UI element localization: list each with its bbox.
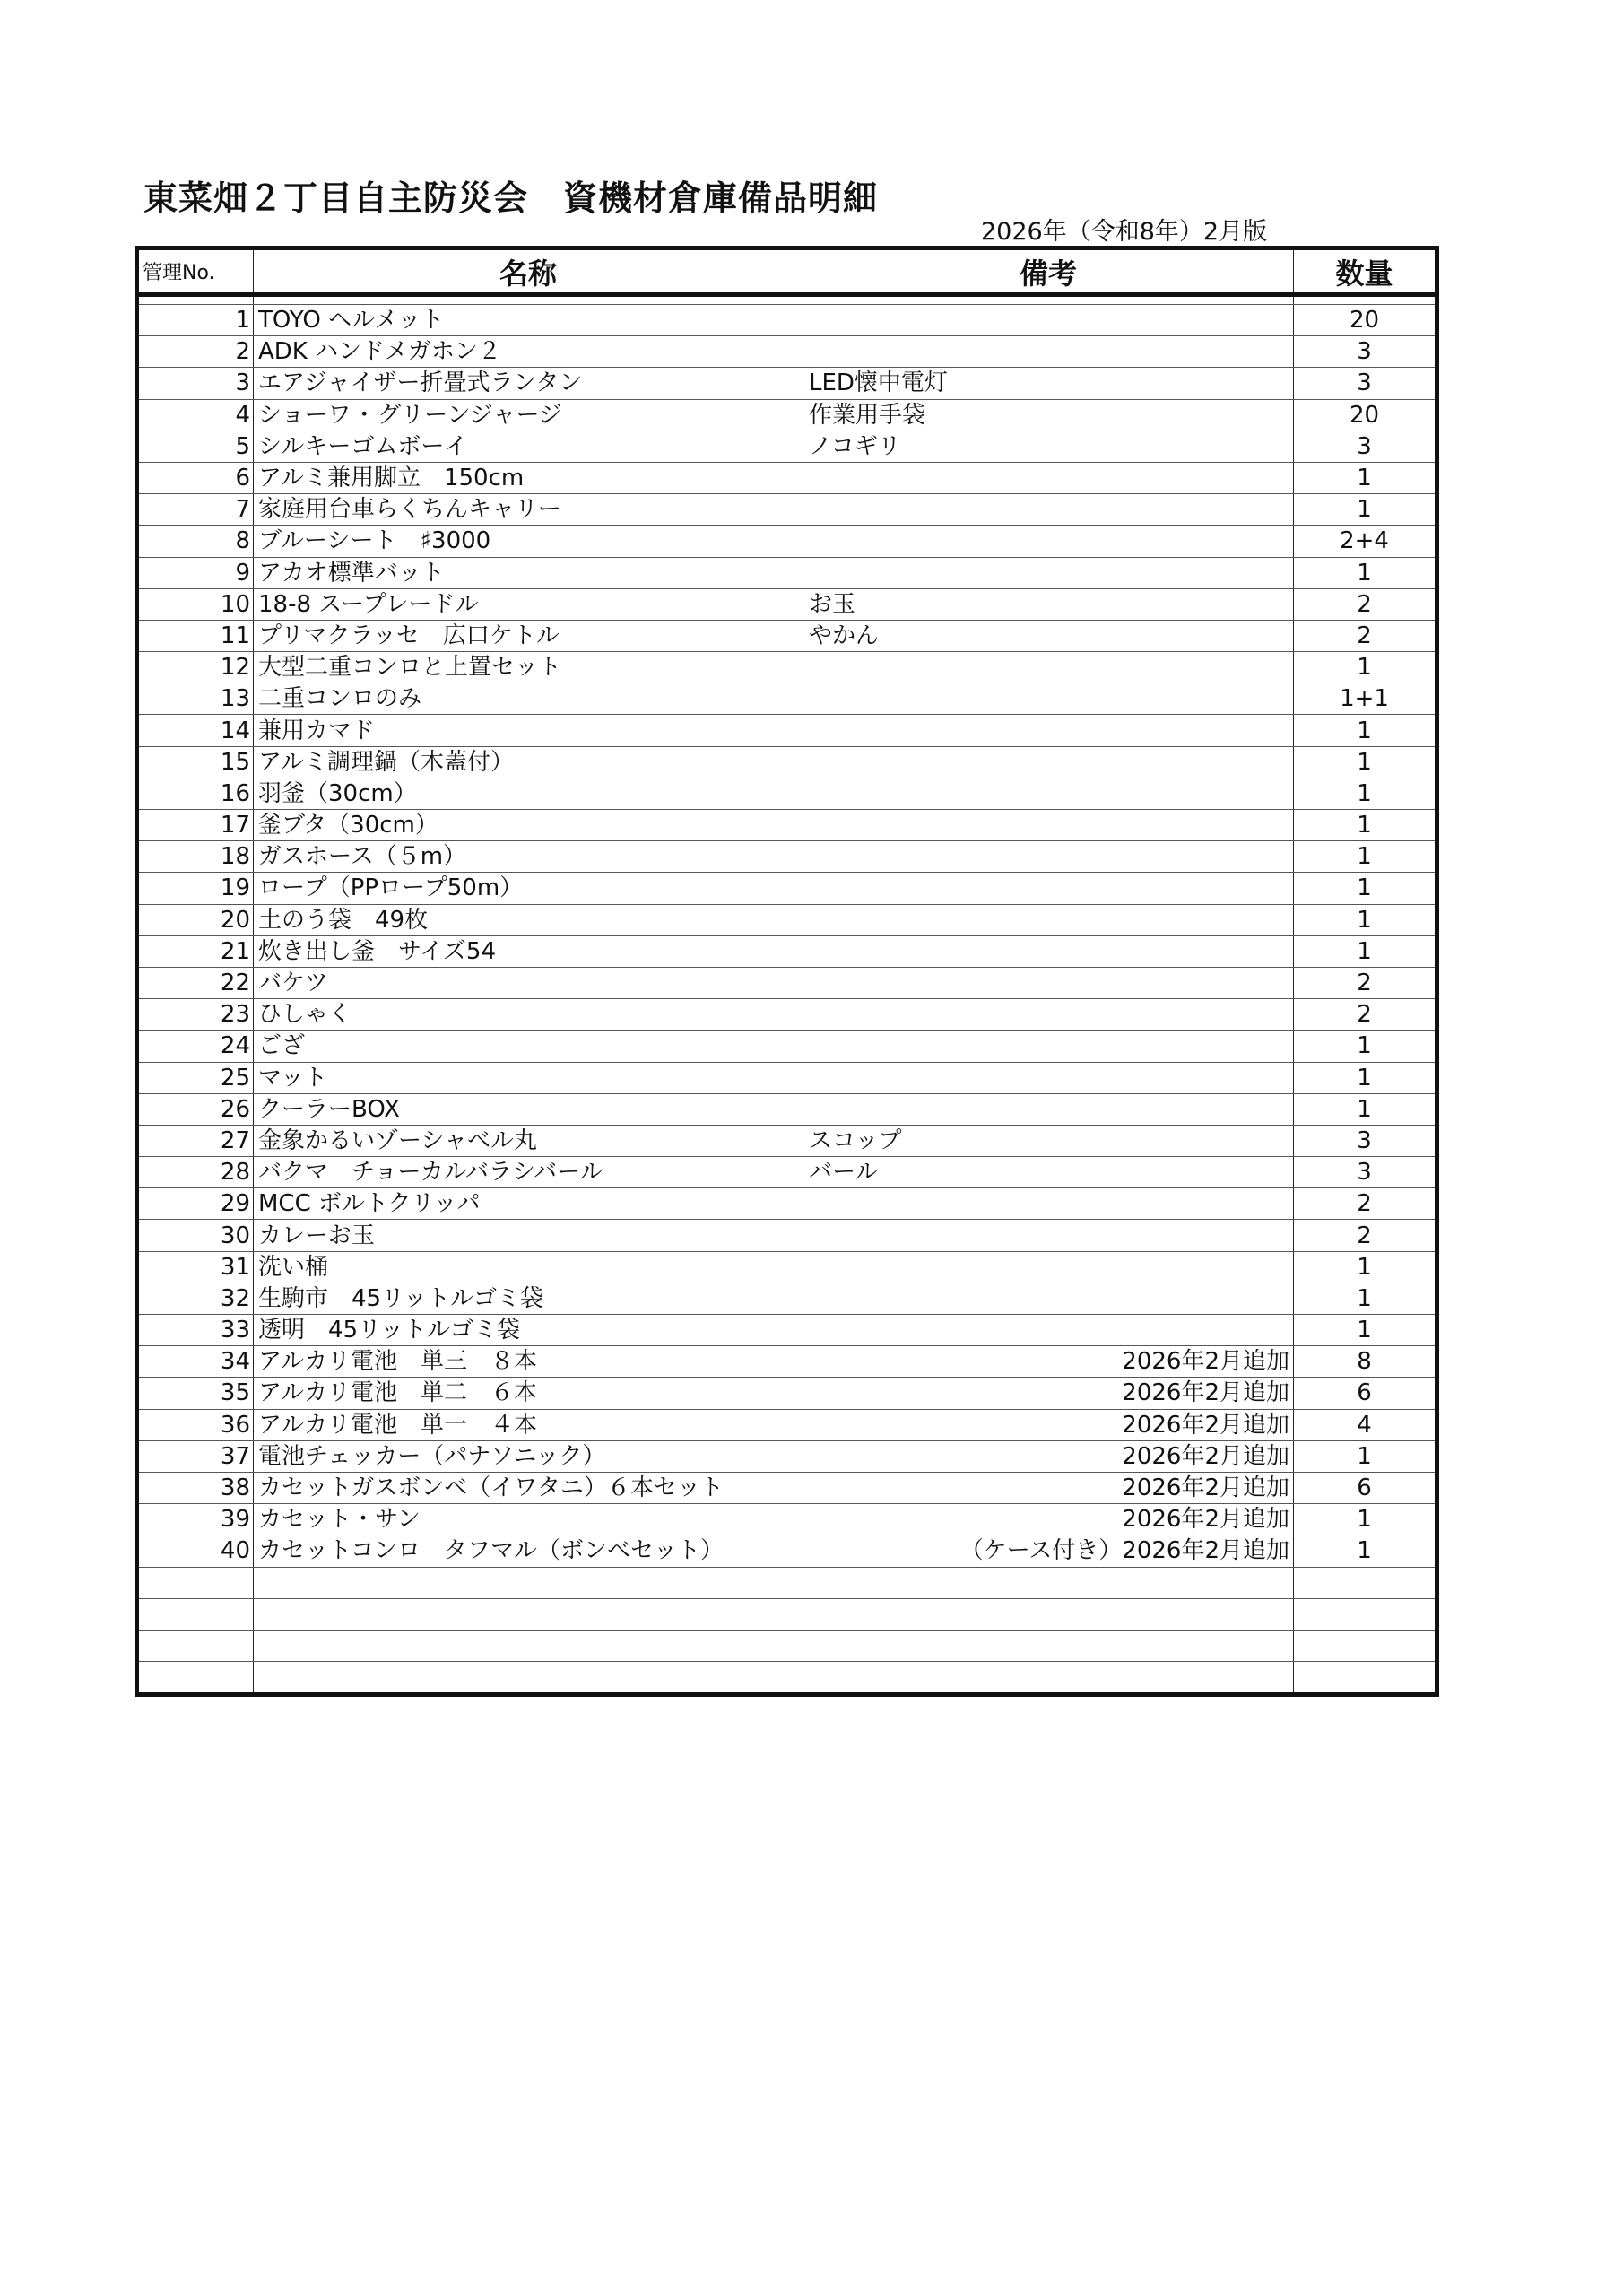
cell-name: 土のう袋 49枚 <box>254 904 803 935</box>
table-row <box>137 1440 1437 1472</box>
table-row <box>137 588 1437 620</box>
cell-name: 二重コンロのみ <box>254 683 803 715</box>
cell-note: ノコギリ <box>803 430 1294 462</box>
table-row <box>137 810 1437 841</box>
table-row <box>137 430 1437 462</box>
cell-qty: 1 <box>1294 1031 1437 1062</box>
table-row <box>137 305 1437 336</box>
cell-note <box>803 494 1294 526</box>
header-no: 管理No. <box>137 248 254 295</box>
cell-qty: 1 <box>1294 1315 1437 1346</box>
table-row <box>137 368 1437 399</box>
cell-note <box>803 746 1294 778</box>
cell-note <box>803 873 1294 904</box>
cell-qty: 2+4 <box>1294 526 1437 557</box>
cell-no: 13 <box>137 683 254 715</box>
cell-note <box>803 557 1294 588</box>
cell-note: 2026年2月追加 <box>803 1440 1294 1472</box>
cell-no: 36 <box>137 1409 254 1440</box>
cell-name: 透明 45リットルゴミ袋 <box>254 1315 803 1346</box>
cell-no: 12 <box>137 652 254 683</box>
cell-no: 1 <box>137 305 254 336</box>
cell-qty: 2 <box>1294 1220 1437 1251</box>
table-row <box>137 399 1437 430</box>
blank-row <box>137 1598 1437 1630</box>
cell-name: アカオ標準バット <box>254 557 803 588</box>
table-row <box>137 1378 1437 1409</box>
cell-no: 33 <box>137 1315 254 1346</box>
table-row <box>137 1093 1437 1125</box>
cell-no: 10 <box>137 588 254 620</box>
table-row <box>137 1220 1437 1251</box>
cell-note <box>803 1251 1294 1283</box>
cell-name: 洗い桶 <box>254 1251 803 1283</box>
table-row <box>137 1315 1437 1346</box>
table-row <box>137 652 1437 683</box>
spacer-row <box>137 295 1437 305</box>
cell-name: プリマクラッセ 広口ケトル <box>254 620 803 651</box>
cell-note: バール <box>803 1157 1294 1188</box>
cell-no: 32 <box>137 1283 254 1314</box>
cell-note <box>803 462 1294 493</box>
cell-name: クーラーBOX <box>254 1093 803 1125</box>
cell-no: 20 <box>137 904 254 935</box>
cell-qty: 1 <box>1294 873 1437 904</box>
cell-qty: 3 <box>1294 1157 1437 1188</box>
blank-cell <box>137 1598 254 1630</box>
cell-note: お玉 <box>803 588 1294 620</box>
cell-qty: 1 <box>1294 904 1437 935</box>
cell-qty: 20 <box>1294 305 1437 336</box>
blank-cell <box>1294 1567 1437 1598</box>
cell-no: 25 <box>137 1062 254 1093</box>
cell-name: アルカリ電池 単一 ４本 <box>254 1409 803 1440</box>
table-row <box>137 1251 1437 1283</box>
cell-note <box>803 810 1294 841</box>
table-row <box>137 999 1437 1031</box>
cell-qty: 2 <box>1294 620 1437 651</box>
cell-no: 21 <box>137 935 254 967</box>
cell-qty: 1+1 <box>1294 683 1437 715</box>
blank-cell <box>254 1662 803 1695</box>
cell-qty: 1 <box>1294 746 1437 778</box>
cell-note <box>803 683 1294 715</box>
cell-note: LED懐中電灯 <box>803 368 1294 399</box>
cell-note <box>803 1031 1294 1062</box>
blank-cell <box>1294 1630 1437 1661</box>
cell-no: 7 <box>137 494 254 526</box>
table-row <box>137 746 1437 778</box>
table-row <box>137 1535 1437 1567</box>
cell-name: ブルーシート ♯3000 <box>254 526 803 557</box>
cell-note <box>803 715 1294 746</box>
cell-name: ガスホース（５m） <box>254 841 803 873</box>
cell-note: 作業用手袋 <box>803 399 1294 430</box>
cell-note <box>803 1220 1294 1251</box>
cell-qty: 3 <box>1294 430 1437 462</box>
cell-name: カセット・サン <box>254 1504 803 1535</box>
cell-no: 30 <box>137 1220 254 1251</box>
cell-no: 9 <box>137 557 254 588</box>
spacer-cell <box>1294 295 1437 305</box>
table-row <box>137 620 1437 651</box>
cell-note <box>803 935 1294 967</box>
cell-no: 11 <box>137 620 254 651</box>
cell-name: ござ <box>254 1031 803 1062</box>
cell-name: カレーお玉 <box>254 1220 803 1251</box>
blank-cell <box>803 1598 1294 1630</box>
cell-name: バケツ <box>254 967 803 998</box>
header-qty: 数量 <box>1294 248 1437 295</box>
table-header-row <box>137 248 1437 295</box>
cell-note <box>803 778 1294 809</box>
cell-no: 23 <box>137 999 254 1031</box>
cell-no: 16 <box>137 778 254 809</box>
cell-qty: 6 <box>1294 1378 1437 1409</box>
blank-cell <box>254 1630 803 1661</box>
cell-no: 34 <box>137 1346 254 1378</box>
blank-row <box>137 1662 1437 1695</box>
table-row <box>137 557 1437 588</box>
table-row <box>137 841 1437 873</box>
cell-no: 35 <box>137 1378 254 1409</box>
cell-note <box>803 841 1294 873</box>
cell-no: 18 <box>137 841 254 873</box>
cell-qty: 3 <box>1294 336 1437 368</box>
cell-note <box>803 1062 1294 1093</box>
cell-name: 釜ブタ（30cm） <box>254 810 803 841</box>
cell-note <box>803 999 1294 1031</box>
cell-no: 39 <box>137 1504 254 1535</box>
cell-no: 3 <box>137 368 254 399</box>
cell-name: 兼用カマド <box>254 715 803 746</box>
edition-label: 2026年（令和8年）2月版 <box>981 218 1268 246</box>
cell-qty: 2 <box>1294 588 1437 620</box>
cell-note: やかん <box>803 620 1294 651</box>
table-row <box>137 904 1437 935</box>
cell-name: 生駒市 45リットルゴミ袋 <box>254 1283 803 1314</box>
cell-qty: 8 <box>1294 1346 1437 1378</box>
header-name: 名称 <box>254 248 803 295</box>
cell-no: 14 <box>137 715 254 746</box>
table-row <box>137 683 1437 715</box>
cell-qty: 2 <box>1294 1188 1437 1220</box>
table-row <box>137 1125 1437 1156</box>
cell-note <box>803 652 1294 683</box>
table-row <box>137 526 1437 557</box>
cell-no: 8 <box>137 526 254 557</box>
table-row <box>137 715 1437 746</box>
blank-cell <box>254 1598 803 1630</box>
cell-note: 2026年2月追加 <box>803 1378 1294 1409</box>
cell-qty: 6 <box>1294 1472 1437 1503</box>
table-body <box>137 295 1437 1695</box>
cell-qty: 1 <box>1294 1283 1437 1314</box>
cell-note: 2026年2月追加 <box>803 1504 1294 1535</box>
blank-row <box>137 1567 1437 1598</box>
cell-note: 2026年2月追加 <box>803 1346 1294 1378</box>
cell-name: アルカリ電池 単三 ８本 <box>254 1346 803 1378</box>
cell-name: 家庭用台車らくちんキャリー <box>254 494 803 526</box>
cell-no: 15 <box>137 746 254 778</box>
cell-name: バクマ チョーカルバラシバール <box>254 1157 803 1188</box>
cell-name: 18-8 スープレードル <box>254 588 803 620</box>
cell-no: 22 <box>137 967 254 998</box>
table-row <box>137 336 1437 368</box>
cell-name: TOYO ヘルメット <box>254 305 803 336</box>
cell-no: 26 <box>137 1093 254 1125</box>
cell-qty: 4 <box>1294 1409 1437 1440</box>
cell-name: アルミ調理鍋（木蓋付） <box>254 746 803 778</box>
blank-cell <box>803 1567 1294 1598</box>
inventory-table <box>135 246 1439 1697</box>
cell-note <box>803 904 1294 935</box>
blank-cell <box>1294 1598 1437 1630</box>
cell-qty: 1 <box>1294 810 1437 841</box>
cell-name: エアジャイザー折畳式ランタン <box>254 368 803 399</box>
cell-qty: 1 <box>1294 1504 1437 1535</box>
blank-cell <box>803 1662 1294 1695</box>
cell-note <box>803 1093 1294 1125</box>
cell-note: （ケース付き）2026年2月追加 <box>803 1535 1294 1567</box>
cell-name: シルキーゴムボーイ <box>254 430 803 462</box>
cell-no: 19 <box>137 873 254 904</box>
cell-qty: 1 <box>1294 494 1437 526</box>
table-row <box>137 1157 1437 1188</box>
table-row <box>137 1062 1437 1093</box>
cell-no: 6 <box>137 462 254 493</box>
cell-no: 38 <box>137 1472 254 1503</box>
spacer-cell <box>803 295 1294 305</box>
cell-name: ADK ハンドメガホン２ <box>254 336 803 368</box>
cell-name: カセットコンロ タフマル（ボンベセット） <box>254 1535 803 1567</box>
header-note: 備考 <box>803 248 1294 295</box>
cell-name: カセットガスボンベ（イワタニ）６本セット <box>254 1472 803 1503</box>
table-row <box>137 462 1437 493</box>
cell-note <box>803 1188 1294 1220</box>
cell-no: 28 <box>137 1157 254 1188</box>
cell-no: 17 <box>137 810 254 841</box>
spacer-cell <box>254 295 803 305</box>
cell-name: マット <box>254 1062 803 1093</box>
page-title: 東菜畑２丁目自主防災会 資機材倉庫備品明細 <box>143 178 879 218</box>
cell-qty: 1 <box>1294 841 1437 873</box>
cell-note <box>803 967 1294 998</box>
cell-name: 羽釜（30cm） <box>254 778 803 809</box>
cell-note <box>803 1315 1294 1346</box>
cell-qty: 1 <box>1294 1535 1437 1567</box>
table-row <box>137 1504 1437 1535</box>
cell-name: ひしゃく <box>254 999 803 1031</box>
cell-no: 31 <box>137 1251 254 1283</box>
blank-cell <box>803 1630 1294 1661</box>
blank-row <box>137 1630 1437 1661</box>
cell-note: スコップ <box>803 1125 1294 1156</box>
cell-note: 2026年2月追加 <box>803 1409 1294 1440</box>
cell-qty: 3 <box>1294 1125 1437 1156</box>
cell-no: 29 <box>137 1188 254 1220</box>
cell-qty: 1 <box>1294 715 1437 746</box>
cell-qty: 1 <box>1294 1251 1437 1283</box>
cell-name: 電池チェッカー（パナソニック） <box>254 1440 803 1472</box>
table-row <box>137 1031 1437 1062</box>
cell-name: アルミ兼用脚立 150cm <box>254 462 803 493</box>
cell-no: 24 <box>137 1031 254 1062</box>
blank-cell <box>254 1567 803 1598</box>
blank-cell <box>1294 1662 1437 1695</box>
cell-no: 5 <box>137 430 254 462</box>
table-row <box>137 967 1437 998</box>
table-row <box>137 494 1437 526</box>
cell-note <box>803 1283 1294 1314</box>
cell-note <box>803 336 1294 368</box>
cell-name: 金象かるいゾーシャベル丸 <box>254 1125 803 1156</box>
table-row <box>137 1472 1437 1503</box>
cell-name: アルカリ電池 単二 ６本 <box>254 1378 803 1409</box>
cell-name: MCC ボルトクリッパ <box>254 1188 803 1220</box>
cell-name: ロープ（PPロープ50m） <box>254 873 803 904</box>
cell-note <box>803 305 1294 336</box>
cell-name: 大型二重コンロと上置セット <box>254 652 803 683</box>
cell-qty: 3 <box>1294 368 1437 399</box>
cell-qty: 2 <box>1294 967 1437 998</box>
cell-qty: 2 <box>1294 999 1437 1031</box>
cell-no: 37 <box>137 1440 254 1472</box>
table-row <box>137 1409 1437 1440</box>
cell-qty: 1 <box>1294 557 1437 588</box>
table-row <box>137 1283 1437 1314</box>
table-row <box>137 873 1437 904</box>
table-row <box>137 778 1437 809</box>
cell-qty: 1 <box>1294 1062 1437 1093</box>
blank-cell <box>137 1630 254 1661</box>
cell-no: 2 <box>137 336 254 368</box>
table-row <box>137 1346 1437 1378</box>
cell-name: ショーワ ･ グリーンジャージ <box>254 399 803 430</box>
cell-qty: 1 <box>1294 1440 1437 1472</box>
cell-qty: 1 <box>1294 935 1437 967</box>
cell-no: 4 <box>137 399 254 430</box>
cell-no: 40 <box>137 1535 254 1567</box>
cell-qty: 1 <box>1294 778 1437 809</box>
cell-no: 27 <box>137 1125 254 1156</box>
cell-note <box>803 526 1294 557</box>
cell-qty: 1 <box>1294 652 1437 683</box>
cell-name: 炊き出し釜 サイズ54 <box>254 935 803 967</box>
cell-qty: 1 <box>1294 1093 1437 1125</box>
cell-qty: 20 <box>1294 399 1437 430</box>
cell-note: 2026年2月追加 <box>803 1472 1294 1503</box>
table-row <box>137 1188 1437 1220</box>
table-row <box>137 935 1437 967</box>
blank-cell <box>137 1567 254 1598</box>
cell-qty: 1 <box>1294 462 1437 493</box>
spacer-cell <box>137 295 254 305</box>
blank-cell <box>137 1662 254 1695</box>
